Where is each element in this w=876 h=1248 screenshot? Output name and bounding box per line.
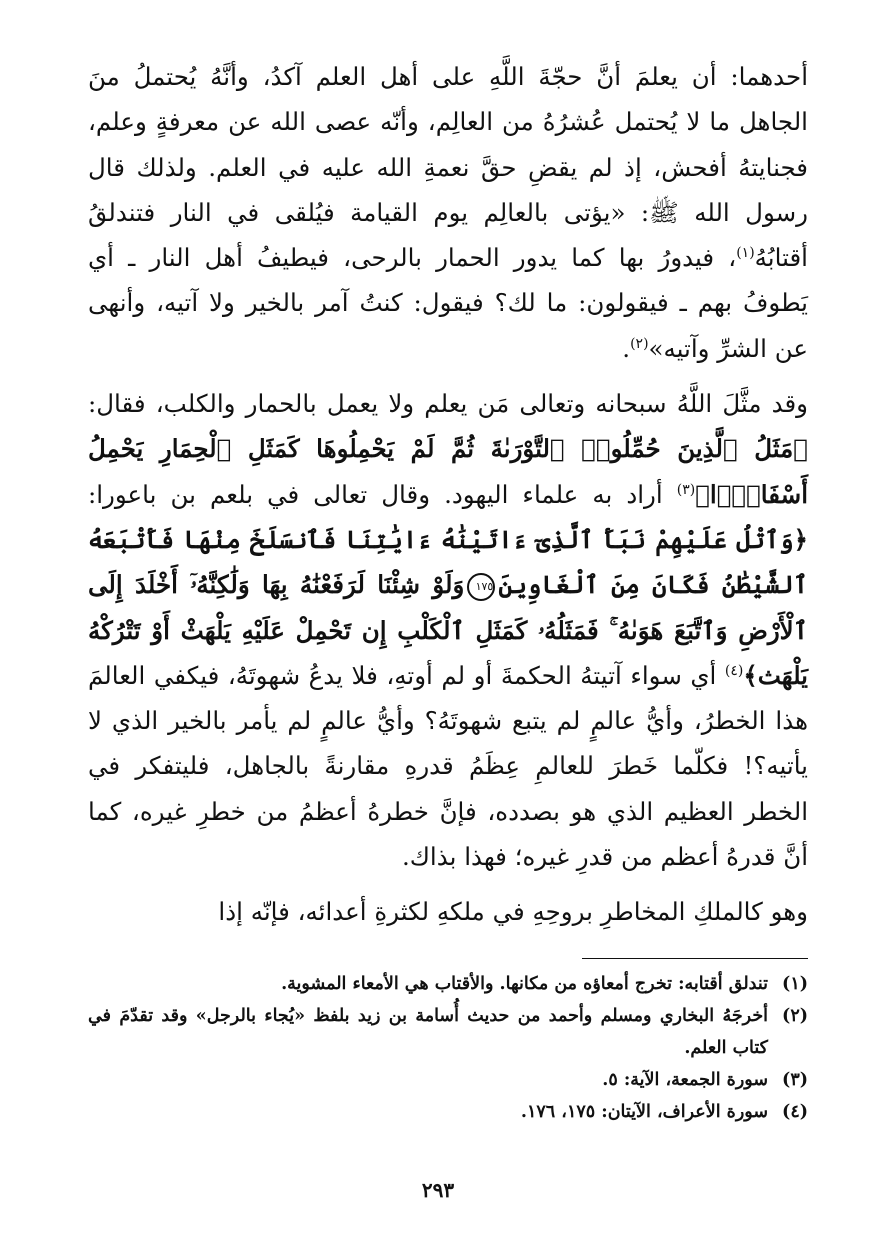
paragraph-1-text-c: .	[622, 333, 631, 363]
footnote-4	[88, 1096, 808, 1128]
paragraph-3: وهو كالملكِ المخاطرِ بروحِهِ في ملكهِ لكثرةِ أعدائه، فإنّه إذا	[218, 897, 808, 927]
footnote-ref-4[interactable]: (٤)	[724, 662, 744, 679]
paragraph-2-text-c: أي سواء آتيتهُ الحكمةَ أو لم أوتهِ، فلا يدعُ شهوتَهُ، فيكفي العالمَ هذا الخطرُ، وأيُّ عالمٍ لم يتبع شهوتَهُ؟ وأيُّ عالمٍ لم يأمر بالخير الذي لا يأتيه؟! فكلّما خَطرَ للعالمِ عِظَمُ قدرهِ مقارنةً بالجاهل، فليتفكر في الخطر العظيم الذي هو بصدده، فإنَّ خطرهُ أعظمُ من خطرِ غيره، كما أنَّ قدرهُ أعظم من قدرِ غيره؛ فهذا بذاك.	[88, 660, 808, 872]
footnote-1	[88, 968, 808, 1000]
main-text	[88, 54, 808, 935]
paragraph-2-text-b: أراد به علماء اليهود. وقال تعالى في بلعم بن باعورا:	[88, 479, 677, 509]
quran-verse-araf-175: ﴿وَٱتْلُ عَلَيْهِمْ نَبَأَ ٱلَّذِىٓ ءَاتَيْنَٰهُ ءَايَٰتِنَا فَٱنسَلَخَ مِنْهَا فَأَتْبَعَهُ ٱلشَّيْطَٰنُ فَكَانَ مِنَ ٱلْغَاوِينَ	[88, 524, 808, 600]
footnotes	[88, 968, 808, 1128]
footnote-ref-2[interactable]: (٢)	[630, 335, 649, 352]
footnote-2	[88, 1000, 808, 1064]
footnote-text: سورة الجمعة، الآية: ٥.	[602, 1070, 768, 1090]
footnote-divider	[582, 958, 808, 959]
paragraph-1-text-b: ، فيدورُ بها كما يدور الحمار بالرحى، فيطيفُ أهل النار ـ أي يَطوفُ بهم ـ فيقولون: ما لك؟ فيقول: كنتُ آمر بالخير ولا آتيه، وأنهى عن الشرِّ وآتيه»	[88, 243, 808, 363]
footnote-number: (١)	[782, 974, 808, 994]
page-number: ٢٩٣	[421, 1178, 455, 1202]
footnote-text: سورة الأعراف، الآيتان: ١٧٥، ١٧٦.	[520, 1102, 768, 1122]
paragraph-1	[88, 54, 808, 371]
ayah-number-icon: ١٧٥	[467, 573, 495, 601]
footnote-number: (٤)	[782, 1102, 808, 1122]
footnote-ref-1[interactable]: (١)	[736, 245, 755, 262]
footnote-ref-3[interactable]: (٣)	[676, 481, 696, 498]
footnote-number: (٢)	[782, 1006, 808, 1026]
paragraph-2-text-a: وقد مثَّلَ اللَّهُ سبحانه وتعالى مَن يعلم ولا يعمل بالحمار والكلب، فقال:	[88, 389, 808, 419]
paragraph-1-text-a: أحدهما: أن يعلمَ أنَّ حجّةَ اللَّهِ على أهل العلم آكدُ، وأنَّهُ يُحتملُ منَ الجاهل ما لا يُحتمل عُشرُهُ من العالِم، وأنّه عصى الله عن معرفةٍ وعلم، فجنايتهُ أفحش، إذ لم يقضِ حقَّ نعمةِ الله عليه في العلم. ولذلك قال رسول الله ﷺ: «يؤتى بالعالِم يوم القيامة فيُلقى في النار فتندلقُ أقتابُهُ	[88, 62, 808, 273]
footnote-3	[88, 1064, 808, 1096]
footnote-text: تندلق أقتابه: تخرج أمعاؤه من مكانها. والأقتاب هي الأمعاء المشوية.	[281, 974, 768, 994]
footnote-number: (٣)	[782, 1070, 808, 1090]
quran-verse-araf-176: وَلَوْ شِئْنَا لَرَفَعْنَٰهُ بِهَا وَلَٰكِنَّهُۥٓ أَخْلَدَ إِلَى ٱلْأَرْضِ وَٱتَّبَعَ هَوَىٰهُ ۚ فَمَثَلُهُۥ كَمَثَلِ ٱلْكَلْبِ إِن تَحْمِلْ عَلَيْهِ يَلْهَثْ أَوْ تَتْرُكْهُ يَلْهَث﴾	[88, 570, 808, 690]
paragraph-2	[88, 381, 808, 879]
footnote-text: أخرجَهُ البخاري ومسلم وأحمد من حديث أُسامة بن زيد بلفظ «يُجاء بالرجل» وقد تقدّمَ في كتاب العلم.	[88, 1006, 768, 1058]
quran-verse-jumuah: ﴿مَثَلُ ٱلَّذِينَ حُمِّلُوا۟ ٱلتَّوْرَىٰةَ ثُمَّ لَمْ يَحْمِلُوهَا كَمَثَلِ ٱلْحِمَارِ يَحْمِلُ أَسْفَارًۢا﴾	[88, 434, 808, 509]
